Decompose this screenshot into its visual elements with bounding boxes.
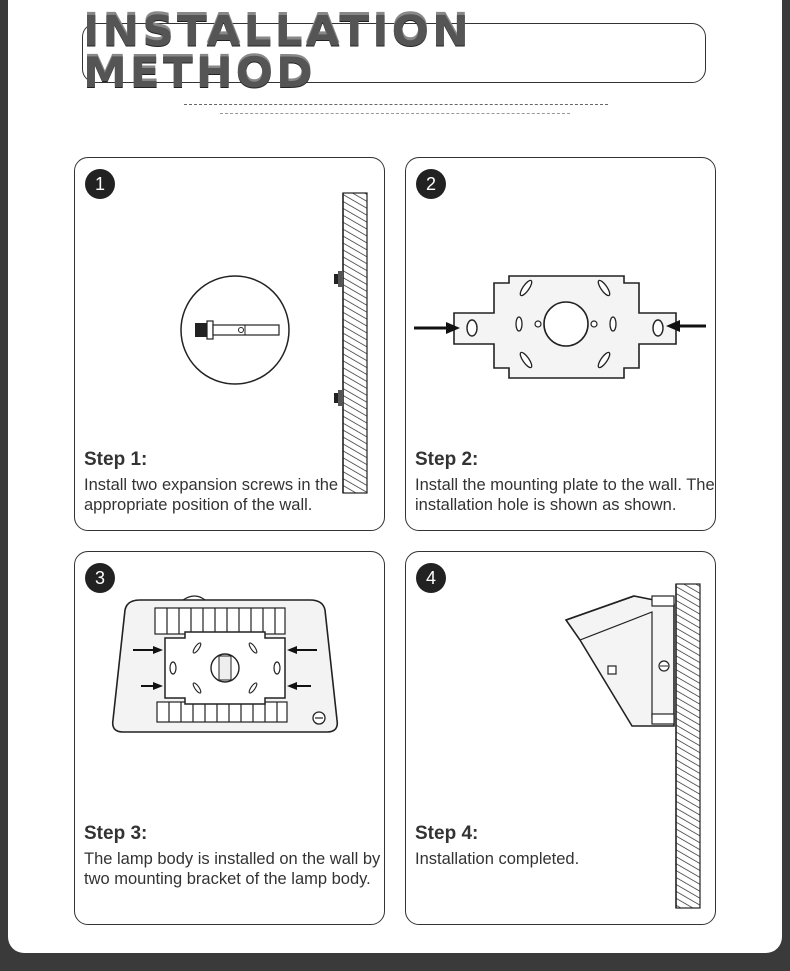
step-2-description: Install the mounting plate to the wall. The installation hole is shown as shown. xyxy=(415,476,715,514)
divider-line xyxy=(184,104,608,105)
title-banner xyxy=(82,7,706,98)
step-1-title: Step 1: xyxy=(84,449,148,470)
installation-sheet xyxy=(8,0,782,953)
step-1-card xyxy=(74,157,385,531)
expansion-screw-wall-illustration xyxy=(175,188,375,498)
step-2-number-badge: 2 xyxy=(416,169,446,199)
step-2-card xyxy=(405,157,716,531)
step-2-title: Step 2: xyxy=(415,449,479,470)
step-4-number-badge: 4 xyxy=(416,563,446,593)
lamp-body-bracket-illustration xyxy=(105,590,345,750)
step-4-card xyxy=(405,551,716,925)
step-3-description: The lamp body is installed on the wall by two mounting bracket of the lamp body. xyxy=(84,850,381,888)
page-title: INSTALLATION METHOD xyxy=(83,7,472,98)
step-1-number-badge: 1 xyxy=(85,169,115,199)
divider-line-secondary xyxy=(220,113,570,114)
step-3-card xyxy=(74,551,385,925)
step-4-description: Installation completed. xyxy=(415,850,580,868)
step-3-number-badge: 3 xyxy=(85,563,115,593)
step-3-title: Step 3: xyxy=(84,823,148,844)
step-4-title: Step 4: xyxy=(415,823,479,844)
mounting-plate-illustration xyxy=(414,268,709,388)
step-1-description: Install two expansion screws in the appropriate position of the wall. xyxy=(84,476,339,514)
